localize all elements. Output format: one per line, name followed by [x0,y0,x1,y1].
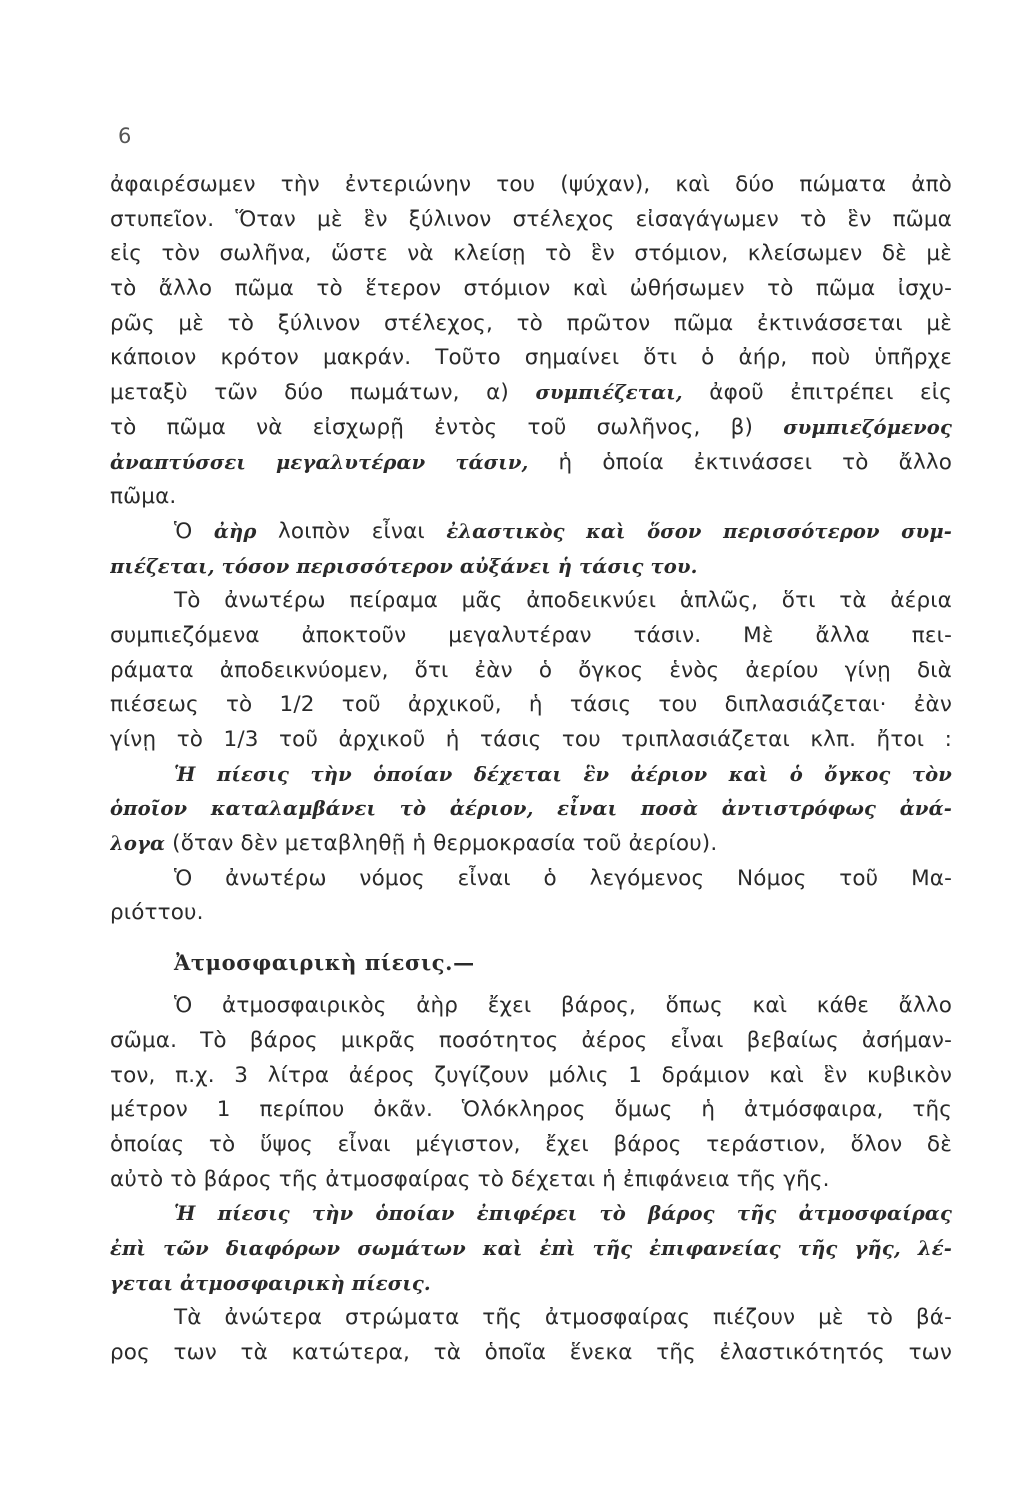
body-text [110,168,952,1371]
paragraph [110,1301,952,1370]
paragraph [110,862,952,931]
emphasis: συμπιέζεται, [535,381,683,405]
emphasis: λογα [110,832,166,856]
paragraph [110,168,952,515]
text-line [110,758,952,793]
emphasis: ἀναπτύσσει μεγαλυτέραν τάσιν, [110,450,529,474]
text-line: εἰς τὸν σωλῆνα, ὥστε νὰ κλείσῃ τὸ ἓν στόμιον, κλείσωμεν δὲ μὲ [110,241,952,267]
text-line [110,792,952,827]
paragraph [110,584,952,757]
paragraph [110,515,952,584]
text-line: Τὸ ἀνωτέρω πείραμα μᾶς ἀποδεικνύει ἁπλῶς, ὅτι τὰ ἀέρια [174,588,952,614]
text-line: Τὰ ἀνώτερα στρώματα τῆς ἀτμοσφαίρας πιέζουν μὲ τὸ βά- [174,1305,952,1331]
text-line: ρῶς μὲ τὸ ξύλινον στέλεχος, τὸ πρῶτον πῶμα ἐκτινάσσεται μὲ [110,310,952,336]
emphasis: ἀὴρ [213,519,257,543]
text-line: ὁποίας τὸ ὕψος εἶναι μέγιστον, ἔχει βάρος τεράστιον, ὅλον δὲ [110,1131,952,1157]
text-line: μέτρον 1 περίπου ὀκᾶν. Ὁλόκληρος ὅμως ἡ ἀτμόσφαιρα, τῆς [110,1097,952,1123]
text-line: ριόττου. [110,900,204,926]
text-line: λογα (ὅταν δὲν μεταβληθῇ ἡ θερμοκρασία τοῦ ἀερίου). [110,831,718,857]
text-line: Ὁ ἀνωτέρω νόμος εἶναι ὁ λεγόμενος Νόμος τοῦ Μα- [174,865,952,891]
text-line: γίνῃ τὸ 1/3 τοῦ ἀρχικοῦ ἡ τάσις του τριπλασιάζεται κλπ. ἤτοι : [110,727,952,752]
section-heading: Ἀτμοσφαιρικὴ πίεσις.— [174,950,475,976]
text-line [110,1197,952,1232]
text-line: Ὁ ἀὴρ λοιπὸν εἶναι ἐλαστικὸς καὶ ὅσον περισσότερον συμ- [174,518,952,544]
emphasis: Ἡ πίεσις τὴν ὁποίαν ἐπιφέρει τὸ βάρος τῆς ἀτμοσφαίρας [174,1202,952,1226]
text-line: ρος των τὰ κατώτερα, τὰ ὁποῖα ἕνεκα τῆς ἐλαστικότητός των [110,1340,952,1365]
paragraph [110,758,952,862]
text-line: τον, π.χ. 3 λίτρα ἀέρος ζυγίζουν μόλις 1 δράμιον καὶ ἓν κυβικὸν [110,1062,952,1088]
page-number: 6 [118,124,132,148]
text-line: ἀφαιρέσωμεν τὴν ἐντεριώνην του (ψύχαν), καὶ δύο πώματα ἀπὸ [110,172,952,197]
text-line: στυπεῖον. Ὅταν μὲ ἓν ξύλινον στέλεχος εἰσαγάγωμεν τὸ ἓν πῶμα [110,206,952,232]
paragraph [110,989,952,1197]
emphasis: συμπιεζόμενος [783,415,952,439]
text-line: ἀναπτύσσει μεγαλυτέραν τάσιν, ἡ ὁποία ἐκτινάσσει τὸ ἄλλο [110,449,952,475]
text-line: Ὁ ἀτμοσφαιρικὸς ἀὴρ ἔχει βάρος, ὅπως καὶ κάθε ἄλλο [174,993,952,1019]
text-line: μεταξὺ τῶν δύο πωμάτων, α) συμπιέζεται, ἀφοῦ ἐπιτρέπει εἰς [110,380,952,406]
text-line: τὸ ἄλλο πῶμα τὸ ἕτερον στόμιον καὶ ὠθήσωμεν τὸ πῶμα ἰσχυ- [110,276,952,302]
text-line: αὐτὸ τὸ βάρος τῆς ἀτμοσφαίρας τὸ δέχεται ἡ ἐπιφάνεια τῆς γῆς. [110,1166,830,1192]
text-line: πῶμα. [110,484,177,510]
text-line: πιέσεως τὸ 1/2 τοῦ ἀρχικοῦ, ἡ τάσις του διπλασιάζεται· ἐὰν [110,692,952,718]
emphasis: ἐλαστικὸς καὶ ὅσον περισσότερον συμ- [446,519,952,543]
text-line [110,1232,952,1267]
text-line: τὸ πῶμα νὰ εἰσχωρῇ ἐντὸς τοῦ σωλῆνος, β) συμπιεζόμενος [110,414,952,440]
paragraph [110,1197,952,1301]
emphasis: γεται ἀτμοσφαιρικὴ πίεσις. [110,1271,431,1295]
text-line [110,550,952,585]
text-line: σῶμα. Τὸ βάρος μικρᾶς ποσότητος ἀέρος εἶναι βεβαίως ἀσήμαν- [110,1027,952,1053]
emphasis: Ἡ πίεσις τὴν ὁποίαν δέχεται ἓν ἀέριον καὶ ὁ ὄγκος τὸν [174,762,952,786]
text-line: συμπιεζόμενα ἀποκτοῦν μεγαλυτέραν τάσιν. Μὲ ἄλλα πει- [110,622,952,648]
text-line: κάποιον κρότον μακράν. Τοῦτο σημαίνει ὅτι ὁ ἀήρ, ποὺ ὑπῆρχε [110,345,952,371]
emphasis: πιέζεται, τόσον περισσότερον αὐξάνει ἡ τάσις του. [110,554,698,578]
text-line [110,1267,952,1302]
emphasis: ὁποῖον καταλαμβάνει τὸ ἀέριον, εἶναι ποσὰ ἀντιστρόφως ἀνά- [110,797,952,821]
emphasis: ἐπὶ τῶν διαφόρων σωμάτων καὶ ἐπὶ τῆς ἐπιφανείας τῆς γῆς, λέ- [110,1236,952,1260]
text-line: ράματα ἀποδεικνύομεν, ὅτι ἐὰν ὁ ὄγκος ἑνὸς ἀερίου γίνῃ διὰ [110,657,952,683]
